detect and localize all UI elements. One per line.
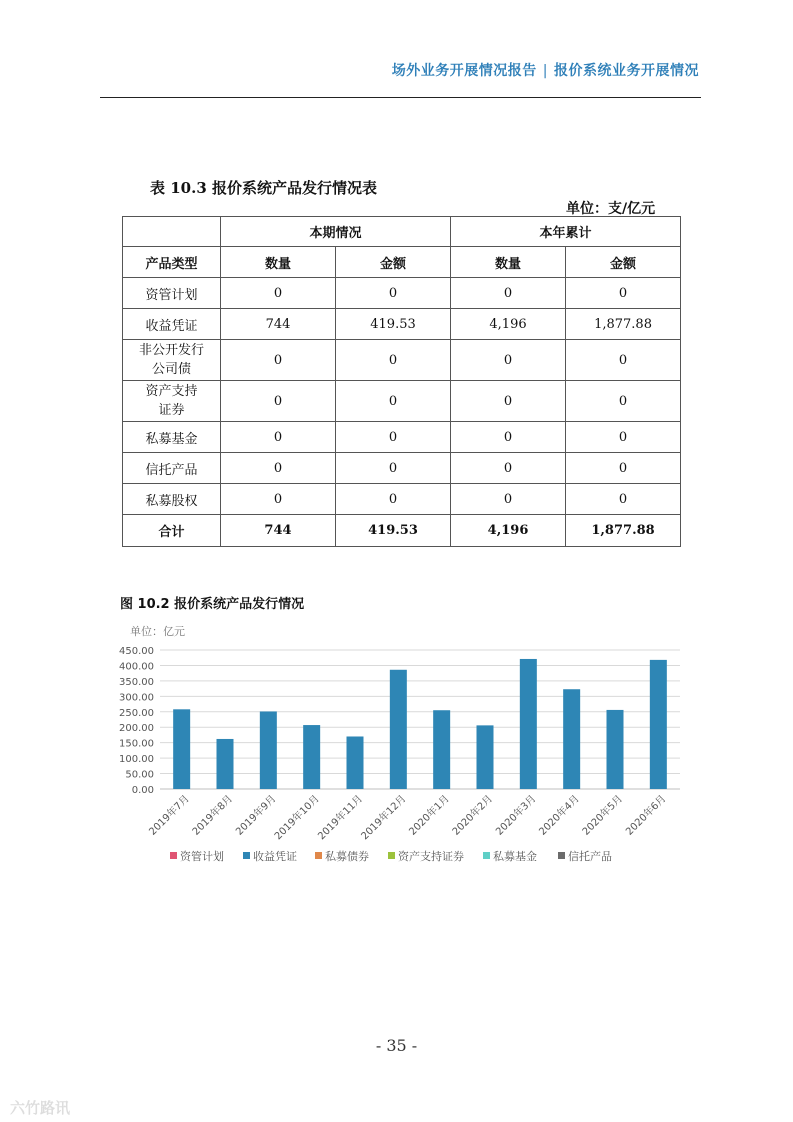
legend-label: 信托产品 xyxy=(568,850,612,863)
row-type: 收益凭证 xyxy=(123,309,221,340)
bar xyxy=(477,725,494,789)
watermark-text: 六竹路讯 xyxy=(10,1099,71,1117)
cell: 0 xyxy=(221,453,336,484)
row-type-line2: 证券 xyxy=(158,403,185,418)
cell: 0 xyxy=(566,453,681,484)
x-tick-label: 2020年5月 xyxy=(580,793,626,838)
figure-caption: 图 10.2 报价系统产品发行情况 xyxy=(120,597,305,612)
table-unit: 单位：支/亿元 xyxy=(566,201,656,217)
total-cell: 744 xyxy=(221,515,336,547)
bar xyxy=(433,710,450,789)
x-tick-label: 2020年6月 xyxy=(624,793,669,838)
cell: 0 xyxy=(451,453,566,484)
cell: 0 xyxy=(336,381,451,422)
x-tick-label: 2019年7月 xyxy=(147,793,192,838)
col-header-count-current: 数量 xyxy=(221,247,336,278)
cell: 0 xyxy=(451,278,566,309)
legend-label: 资产支持证券 xyxy=(398,850,464,863)
legend-label: 私募债券 xyxy=(325,850,369,863)
table-row xyxy=(123,453,681,484)
cell: 0 xyxy=(221,422,336,453)
cell: 0 xyxy=(336,422,451,453)
bar xyxy=(303,725,320,789)
total-label: 合计 xyxy=(123,515,221,547)
cell: 0 xyxy=(336,484,451,515)
x-tick-label: 2019年11月 xyxy=(316,793,366,843)
cell: 0 xyxy=(221,340,336,381)
table-corner xyxy=(123,217,221,247)
table-row xyxy=(123,309,681,340)
bar xyxy=(260,711,277,789)
cell: 1,877.88 xyxy=(566,309,681,340)
bar xyxy=(217,739,234,789)
cell: 0 xyxy=(451,484,566,515)
table-row xyxy=(123,340,681,381)
table-column-header-row xyxy=(123,247,681,278)
x-tick-label: 2019年8月 xyxy=(190,793,236,838)
row-type-line2: 公司债 xyxy=(151,362,191,377)
issuance-table xyxy=(122,216,681,547)
chart-unit-label: 单位：亿元 xyxy=(130,625,185,638)
total-cell: 419.53 xyxy=(336,515,451,547)
bar xyxy=(520,659,537,789)
cell: 0 xyxy=(221,381,336,422)
row-type-line1: 资产支持 xyxy=(145,384,198,399)
cell: 0 xyxy=(336,278,451,309)
total-cell: 4,196 xyxy=(451,515,566,547)
legend-label: 资管计划 xyxy=(180,850,224,863)
y-tick-label: 400.00 xyxy=(119,661,154,673)
table-total-row xyxy=(123,515,681,547)
header-separator: | xyxy=(542,63,548,79)
row-type xyxy=(123,340,221,381)
x-tick-label: 2020年3月 xyxy=(494,793,539,838)
header-rule xyxy=(100,97,701,98)
legend-swatch xyxy=(388,852,395,859)
row-type xyxy=(123,381,221,422)
cell: 0 xyxy=(566,381,681,422)
y-tick-label: 350.00 xyxy=(119,676,154,688)
col-header-amount-current: 金额 xyxy=(336,247,451,278)
cell: 0 xyxy=(336,340,451,381)
issuance-bar-chart xyxy=(110,615,690,875)
y-tick-label: 150.00 xyxy=(119,738,154,750)
x-tick-label: 2019年12月 xyxy=(359,793,409,843)
cell: 0 xyxy=(451,381,566,422)
cell: 0 xyxy=(451,422,566,453)
legend-swatch xyxy=(170,852,177,859)
cell: 0 xyxy=(566,278,681,309)
bar xyxy=(347,736,364,789)
cell: 744 xyxy=(221,309,336,340)
cell: 0 xyxy=(221,484,336,515)
cell: 0 xyxy=(566,422,681,453)
table-caption: 表 10.3 报价系统产品发行情况表 xyxy=(150,179,377,197)
cell: 0 xyxy=(566,340,681,381)
header-right: 报价系统业务开展情况 xyxy=(554,63,699,79)
running-header xyxy=(392,60,699,80)
bar xyxy=(173,709,190,789)
row-type-line1: 非公开发行 xyxy=(138,343,204,358)
table-row xyxy=(123,422,681,453)
bar xyxy=(390,670,407,789)
legend-swatch xyxy=(558,852,565,859)
x-tick-label: 2019年9月 xyxy=(234,793,279,838)
cell: 0 xyxy=(221,278,336,309)
legend-swatch xyxy=(243,852,250,859)
header-left: 场外业务开展情况报告 xyxy=(391,63,537,79)
x-tick-label: 2020年4月 xyxy=(537,793,582,838)
cell: 0 xyxy=(451,340,566,381)
y-tick-label: 100.00 xyxy=(119,754,154,766)
group-header-ytd: 本年累计 xyxy=(451,217,681,247)
row-type: 信托产品 xyxy=(123,453,221,484)
row-type: 资管计划 xyxy=(123,278,221,309)
y-tick-label: 250.00 xyxy=(119,707,154,719)
legend-label: 私募基金 xyxy=(493,850,537,863)
col-header-amount-ytd: 金额 xyxy=(566,247,681,278)
x-tick-label: 2020年1月 xyxy=(407,793,452,838)
x-tick-label: 2020年2月 xyxy=(450,793,496,838)
row-type: 私募基金 xyxy=(123,422,221,453)
bar xyxy=(563,689,580,789)
legend-swatch xyxy=(483,852,490,859)
y-tick-label: 50.00 xyxy=(125,769,154,781)
y-tick-label: 0.00 xyxy=(131,785,154,796)
bar xyxy=(650,660,667,789)
legend-label: 收益凭证 xyxy=(253,850,297,863)
table-row xyxy=(123,381,681,422)
cell: 0 xyxy=(566,484,681,515)
table-group-header-row xyxy=(123,217,681,247)
col-header-count-ytd: 数量 xyxy=(451,247,566,278)
page-number: - 35 - xyxy=(375,1036,418,1055)
y-tick-label: 300.00 xyxy=(119,692,154,704)
legend-swatch xyxy=(315,852,322,859)
y-tick-label: 200.00 xyxy=(119,723,154,735)
x-tick-label: 2019年10月 xyxy=(272,793,322,843)
group-header-current: 本期情况 xyxy=(221,217,451,247)
table-row xyxy=(123,278,681,309)
y-tick-label: 450.00 xyxy=(119,646,154,657)
row-type: 私募股权 xyxy=(123,484,221,515)
col-header-type: 产品类型 xyxy=(123,247,221,278)
cell: 0 xyxy=(336,453,451,484)
cell: 419.53 xyxy=(336,309,451,340)
bar xyxy=(607,710,624,789)
total-cell: 1,877.88 xyxy=(566,515,681,547)
table-row xyxy=(123,484,681,515)
cell: 4,196 xyxy=(451,309,566,340)
